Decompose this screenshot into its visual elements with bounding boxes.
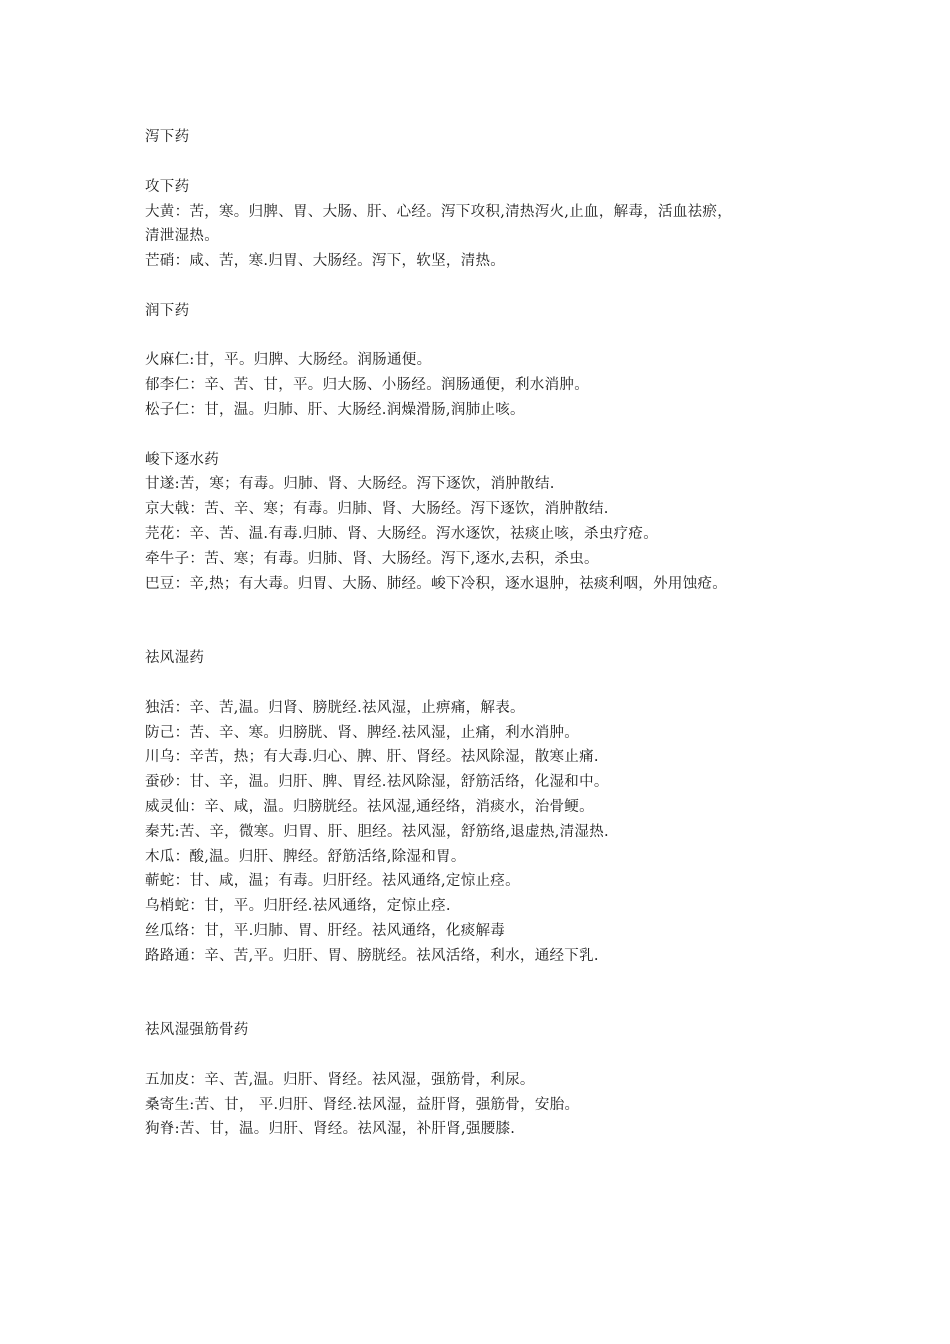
entry-weilingxian: 威灵仙：辛、咸，温。归膀胱经。祛风湿,通经络，消痰水，治骨鲠。	[145, 799, 594, 815]
entry-yuanhua: 芫花：辛、苦、温.有毒.归肺、肾、大肠经。泻水逐饮，祛痰止咳，杀虫疗疮。	[145, 526, 659, 542]
entry-wujiapi: 五加皮：辛、苦,温。归肝、肾经。祛风湿，强筋骨，利尿。	[145, 1072, 535, 1088]
subsection-heading-moist-purgative: 润下药	[145, 303, 190, 319]
subsection-heading-drastic-water-expelling: 峻下逐水药	[145, 452, 219, 468]
entry-mangxiao: 芒硝：咸、苦，寒.归胃、大肠经。泻下，软坚，清热。	[145, 253, 506, 269]
section-heading-purgative: 泻下药	[145, 129, 190, 145]
entry-jingdaji: 京大戟：苦、辛、寒；有毒。归肺、肾、大肠经。泻下逐饮，消肿散结.	[145, 501, 609, 517]
entry-dahuang-continued: 清泄湿热。	[145, 228, 219, 244]
entry-duhuo: 独活：辛、苦,温。归肾、膀胱经.祛风湿，止痹痛，解表。	[145, 700, 525, 716]
section-heading-wind-damp-bone-strengthening: 祛风湿强筋骨药	[145, 1022, 249, 1038]
entry-wushaoshe: 乌梢蛇：甘，平。归肝经.祛风通络，定惊止痉.	[145, 898, 451, 914]
document-page	[145, 0, 845, 1344]
entry-mugua: 木瓜：酸,温。归肝、脾经。舒筋活络,除湿和胃。	[145, 849, 466, 865]
entry-qianniuzi: 牵牛子：苦、寒；有毒。归肺、肾、大肠经。泻下,逐水,去积，杀虫。	[145, 551, 599, 567]
entry-fangji: 防己：苦、辛、寒。归膀胱、肾、脾经.祛风湿，止痛，利水消肿。	[145, 725, 580, 741]
entry-songziren: 松子仁：甘，温。归肺、肝、大肠经.润燥滑肠,润肺止咳。	[145, 402, 525, 418]
entry-qishe: 蕲蛇：甘、咸，温；有毒。归肝经。祛风通络,定惊止痉。	[145, 873, 520, 889]
entry-huomaren: 火麻仁:甘，平。归脾、大肠经。润肠通便。	[145, 352, 432, 368]
entry-qinjiao: 秦艽:苦、辛，微寒。归胃、肝、胆经。祛风湿，舒筋络,退虚热,清湿热.	[145, 824, 609, 840]
entry-sangjisheng: 桑寄生:苦、甘， 平.归肝、肾经.祛风湿，益肝肾，强筋骨，安胎。	[145, 1097, 580, 1113]
entry-dahuang: 大黄：苦，寒。归脾、胃、大肠、肝、心经。泻下攻积,清热泻火,止血，解毒，活血祛瘀，	[145, 204, 733, 220]
section-heading-wind-damp-dispelling: 祛风湿药	[145, 650, 205, 666]
entry-badou: 巴豆：辛,热；有大毒。归胃、大肠、肺经。峻下冷积，逐水退肿，祛痰利咽，外用蚀疮。	[145, 576, 728, 592]
subsection-heading-attack-purgative: 攻下药	[145, 179, 190, 195]
entry-cansha: 蚕砂：甘、辛，温。归肝、脾、胃经.祛风除湿，舒筋活络，化湿和中。	[145, 774, 609, 790]
entry-gouji: 狗脊:苦、甘，温。归肝、肾经。祛风湿，补肝肾,强腰膝.	[145, 1121, 516, 1137]
entry-yuliren: 郁李仁：辛、苦、甘，平。归大肠、小肠经。润肠通便，利水消肿。	[145, 377, 589, 393]
entry-sigualuo: 丝瓜络：甘，平.归肺、胃、肝经。祛风通络，化痰解毒	[145, 923, 506, 939]
entry-chuanwu: 川乌：辛苦，热；有大毒.归心、脾、肝、肾经。祛风除湿，散寒止痛.	[145, 749, 599, 765]
entry-lulutong: 路路通：辛、苦,平。归肝、胃、膀胱经。祛风活络，利水，通经下乳.	[145, 948, 599, 964]
entry-gansui: 甘遂:苦，寒；有毒。归肺、肾、大肠经。泻下逐饮，消肿散结.	[145, 476, 555, 492]
